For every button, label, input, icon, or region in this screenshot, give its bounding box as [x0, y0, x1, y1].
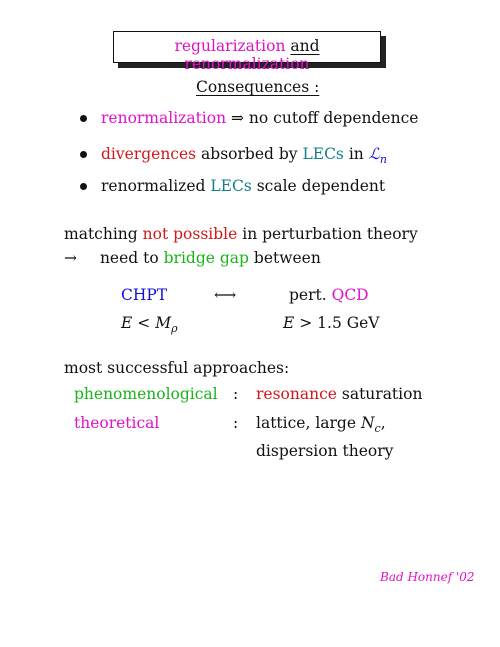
bullet-dot-3	[80, 183, 87, 190]
bullet-2-lecs: LECs	[302, 145, 344, 163]
qcd-energy-condition	[283, 313, 380, 333]
bullet-3-lecs: LECs	[210, 177, 252, 195]
greater-than-value: > 1.5 GeV	[299, 314, 380, 332]
between: between	[253, 249, 321, 267]
bullet-1-renormalization: renormalization	[101, 109, 227, 127]
theoretical-value-line-2: dispersion theory	[256, 442, 394, 460]
pert-qcd-label	[289, 285, 369, 305]
matching-rest: in perturbation theory	[242, 225, 418, 243]
resonance: resonance	[256, 385, 337, 403]
footer-conference: Bad Honnef '02	[380, 570, 475, 584]
bullet-dot-1	[80, 115, 87, 122]
bullet-2-lagrangian-symbol: ℒ	[368, 145, 380, 163]
comma: ,	[380, 414, 386, 432]
qcd-label: QCD	[331, 286, 369, 304]
n-symbol: N	[360, 414, 375, 432]
bullet-2-middle: absorbed by	[201, 145, 298, 163]
theoretical-separator: :	[233, 414, 239, 432]
matching-line-2	[64, 248, 321, 268]
bullet-3	[101, 176, 385, 196]
energy-e-left: E	[121, 314, 133, 332]
lattice-large: lattice, large	[256, 414, 357, 432]
n-c-sub: c	[374, 422, 381, 436]
bullet-2-in: in	[348, 145, 364, 163]
matching-not-possible: not possible	[142, 225, 238, 243]
title-regularization: regularization	[174, 37, 286, 55]
right-arrow-icon: →	[64, 249, 77, 267]
phenomenological-value	[256, 384, 422, 404]
bullet-3-rest: scale dependent	[256, 177, 386, 195]
pert-label: pert.	[289, 286, 327, 304]
title-box	[113, 31, 381, 73]
bullet-2-lagrangian-sub: n	[379, 153, 387, 167]
mass-rho-sub: ρ	[171, 322, 178, 336]
phenomenological-separator: :	[233, 385, 239, 403]
bullet-1	[101, 108, 418, 128]
slide-title	[114, 37, 380, 73]
bullet-dot-2	[80, 151, 87, 158]
matching-line-1	[64, 224, 418, 244]
matching-prefix: matching	[64, 225, 138, 243]
theoretical-value-line-1	[256, 413, 386, 439]
bullet-1-rest: ⇒ no cutoff dependence	[231, 109, 419, 127]
need-to: need to	[99, 249, 159, 267]
theoretical-label: theoretical	[74, 414, 160, 432]
chpt-label: CHPT	[121, 286, 168, 304]
phenomenological-label: phenomenological	[74, 385, 218, 403]
energy-e-right: E	[283, 314, 295, 332]
double-arrow-icon: ⟷	[214, 286, 237, 304]
bullet-2-divergences: divergences	[101, 145, 197, 163]
bullet-2-lagrangian	[368, 145, 387, 167]
mass-m: M	[155, 314, 172, 332]
less-than: <	[137, 314, 151, 332]
bullet-3-prefix: renormalized	[101, 177, 206, 195]
chpt-energy-condition	[121, 313, 178, 339]
bullet-2	[101, 144, 387, 170]
approaches-heading: most successful approaches:	[64, 359, 290, 377]
saturation: saturation	[341, 385, 423, 403]
title-and: and	[290, 37, 320, 55]
title-renormalization: renormalization	[184, 55, 310, 73]
bridge-gap: bridge gap	[163, 249, 249, 267]
consequences-heading: Consequences :	[196, 78, 320, 96]
